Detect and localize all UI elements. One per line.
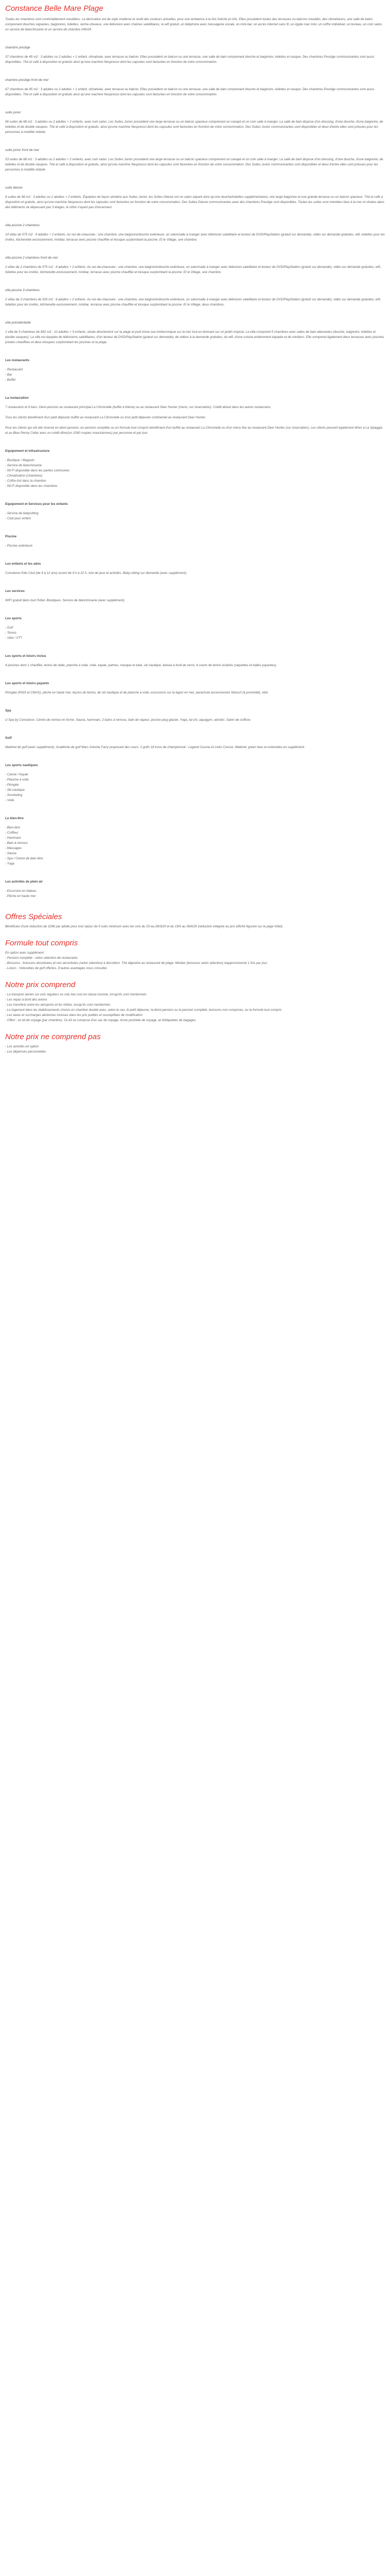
offres-section [5,912,386,929]
list-item: - Coiffeur [5,831,19,835]
section-heading: Les sports nautiques [5,764,38,767]
notre-prix-heading: Notre prix comprend [5,980,75,989]
room-section [5,78,386,97]
room-heading: villa présidentielle [5,321,31,325]
list-item: - Le transport aérien sur vols réguliers ou vols low cost en classe touriste, lorsqu'ils sont mentionnés [5,993,146,996]
list-item: - Planche à voile [5,778,29,782]
services-text: WIFI gratuit dans tout l'hôtel. Boutiques. Service de blanchisserie (avec supplément). [5,599,125,602]
section-heading: Les sports [5,617,22,620]
intro-text: Toutes les chambres sont confortablement meublées. La décoration est de style moderne et revêt des couleurs actuelles, pour une ambiance à la fois fraîche et chic. Elles possèdent toutes des terrasses ou balcons meublés, des climatiseurs, une salle de bains comprenant douches séparées, baignoires, toilettes, sèche-cheveux, une télévision avec chaînes satellitaires, le wifi gratuit, un téléphone avec messagerie vocale, un mini-bar, un accès internet sans fil, un Apple mac mini, un coffre individuel, un bureau, un coin salon, un service de blanchisserie et un service de chambre 24h/24. [5,18,383,31]
room-heading: suite junior front de mer [5,148,40,152]
room-description: 37 chambres de 45 m2 : 3 adultes ou 2 adultes + 1 enfant, climatisée, avec terrasse ou balcon. Elles possèdent un balcon ou une terrasse, une salle de bain comprenant douche et baignoire, toilettes et vasque. Des chambres Prestige communicantes sont aussi disponibles. Thé et café à disposition et gratuits ainsi qu'une machine Nespresso dont les capsules sont facturées en fonction de votre consommation. [5,55,374,64]
offres-text: Bénéficiez d'une réduction de 100€ par adulte pour tout séjour de 5 nuits minimum avec les vols du 15-au-28/3/20 et du 19/5 au 26/6/20 (réduction intégrée au prix affiché figurant sur la page hôtel). [5,925,284,928]
list-item: - Vélo / VTT [5,636,23,640]
section-heading: Equipement et infrastructure [5,449,50,453]
list-item: - Pêche en haute mer [5,894,36,898]
list-item: - Wi-Fi disponible dans les chambres [5,484,58,488]
list-item: - Les taxes et surcharges aériennes incluses dans les prix publiés et susceptibles de modification [5,1013,143,1017]
restaurants-list [5,367,386,383]
list-item: - Yoga [5,862,14,866]
list-item: - Golf [5,626,13,630]
ne-comprend-list [5,1044,386,1055]
section-heading: Les enfants et les ados [5,562,41,566]
restauration-text: Pour les clients qui ont été réservé en demi-pension, en pension complète ou en formule tout compris bénéficient d'un buffet au restaurant La Citronnelle ou d'un menu fixe au restaurant Deer Hunter (sur réservation). Les clients peuvent également dîner à La Spiaggia et au Blue Penny Cellar avec un crédit dîner(un 1090 roupies mauriciennes) par personne et par jour. [5,426,383,435]
list-item: - Boutique / Magasin [5,459,35,462]
list-item: - Les transferts entre les aéroports et les hôtels, lorsqu'ils sont mentionnés [5,1003,110,1007]
offres-heading: Offres Spéciales [5,912,62,921]
room-description: 2 villas de 3 chambres de 525 m2 : 4 adultes + 2 enfants. Au rez-de-chaussée : une chambre, une baignoire/douche extérieure, un salon/salle à manger avec télévision satellitaire et lecteur de DVD/PlayStation (gratuit sur demande), vidéo sur demande gratuites, wifi, toilettes pour les invités, kitchenette exclusivement, minibar, terrasse avec piscine chauffée et kiosque surplombant la piscine. Et le Village, deux chambres. [5,298,381,307]
room-description: 53 suites de 68 m2 : 3 adultes ou 2 adultes + 2 enfants, avec coin salon. Les Suites Junior possèdent une large terrasse ou un balcon spacieux comprenant un canapé et un coin salle à manger. La salle de bain dispose d'un dressing, d'une douche, d'une baignoire, de toilettes et de double vasques. Thé et café à disposition et gratuits, ainsi qu'une machine Nespresso dont les capsules sont facturées en fonction de votre consommation. Des Suites Junior communicantes sont disponibles et deux d'entre elles sont prévues pour les personnes à mobilité réduite. [5,158,383,172]
list-item: - Pension complète : selon sélection de restaurants. [5,956,79,960]
room-heading: chambre prestige front de mer [5,78,49,82]
list-item: - Piscine extérieure [5,544,32,548]
room-section [5,321,386,345]
list-item: - Tennis [5,631,17,635]
piscine-section [5,535,386,549]
room-description: 1 villa de 5 chambres de 852 m2 : 10 adultes + 5 enfants, située directement sur la plage et jouit d'une vue ininterrompue sur la mer tout en donnant sur un jardin tropical. La villa comprend 5 chambres avec salles de bain attenantes (douche, baignoire, toilettes et double vasques). La villa est équipée de télévisions satellitaires, d'un lecteur de DVD/PlayStation (gratuit sur demande), de vidéos à la demande gratuites, du wifi, d'une cuisine entièrement équipée et de minibars. Elle comprend également deux terrasses avec piscines privées chauffées et deux kiosques surplombant les piscines et la plage. [5,330,384,344]
piscine-list [5,544,386,549]
activites-section [5,880,386,899]
list-item: - Voile [5,799,14,802]
room-heading: suite junior [5,111,21,114]
list-item: - Climatisation (chambres) [5,474,43,478]
list-item: - Les repas à bord des avions [5,998,47,1002]
list-item: - Bain à remous [5,841,28,845]
room-heading: villa piscine 3 chambres [5,289,40,292]
sports-nautiques-list [5,772,386,803]
page-title: Constance Belle Mare Plage [5,4,104,13]
list-item: - Boissons : boissons alcoolisées et non alcoolisées (selon sélection) à discrétion. Thé digestive au restaurant de plage. Minibar (boissons selon sélection) réapprovisionné 1 fois par jour. [5,961,268,965]
sports-payants-section [5,682,386,696]
list-item: - Bar [5,373,12,377]
list-item: - Loisirs : Voiturettes de golf offertes. D'autres avantages nous consulter. [5,967,108,970]
list-item: - Plongée [5,783,19,787]
formule-section [5,939,386,971]
room-description: 14 villas de 575 m2 : 4 adultes + 2 enfants. Au rez-de-chaussée : une chambre, une baignoire/douche extérieure, un salon/salle à manger avec télévision satellitaire et lecteur de DVD/PlayStation (gratuit sur demande), vidéo sur demande gratuites, wifi, toilettes pour les invités, kitchenette exclusivement, minibar, terrasse avec piscine chauffée et kiosque surplombant la piscine. Et le Village, une chambre. [5,233,385,242]
sports-list [5,625,386,641]
notre-prix-list [5,992,386,1023]
section-heading: Les sports et loisirs inclus [5,654,46,658]
room-section [5,46,386,65]
list-item: - Excursion en bateau [5,889,37,893]
sports-loisirs-text: 4 piscines dont 1 chauffée, tennis de table, planche à voile, voile, kayak, palmes, masque et tuba, ski nautique, kelsea à fond de verre, 4 courts de tennis éclairés (raquettes et balles payantes). [5,664,277,667]
section-heading: Golf [5,736,12,740]
room-description: 2 villas de 2 chambres de 575 m2 : 4 adultes + 2 enfants. Au rez-de-chaussée : une chambre, une baignoire/douche extérieure, un salon/salle à manger avec télévision satellitaire et lecteur de DVD/PlayStation (gratuit sur demande), vidéo sur demande gratuites, wifi, toilettes pour les invités, kitchenette exclusivement, minibar, terrasse avec piscine chauffée et kiosque surplombant la piscine. Et le Village, une chambre. [5,265,381,274]
services-section [5,589,386,603]
section-heading: Equipement et Services pour les enfants [5,502,68,506]
room-description: 96 suites de 68 m2 : 3 adultes ou 2 adultes + 2 enfants, avec coin salon. Les Suites Junior possèdent une large terrasse ou un balcon spacieux comprenant un canapé et un coin salle à manger. La salle de bain dispose d'un dressing, d'une douche, d'une baignoire, de toilettes et de double vasques. Thé et café à disposition et gratuits, ainsi qu'une machine Nespresso dont les capsules sont facturées en fonction de votre consommation. Des Suites Junior communicantes sont disponibles et deux d'entre elles sont prévues pour les personnes à mobilité réduite. [5,120,383,134]
sports-payants-text: Plongée (PADI et CMAS), pêche en haute mer, leçons de tennis, de ski nautique et de planche à voile, excursions sur la lagon en mer, parachute ascensionnel, kitesurf (à proximité), vélo. [5,691,269,694]
intro-section [5,17,386,32]
activites-list [5,889,386,899]
equipement-section [5,449,386,489]
room-heading: suite deluxe [5,186,23,190]
list-item: - Hammam [5,836,21,840]
equip-services-list [5,511,386,521]
list-item: - Offert : un kit de voyage (par chambre). Ce kit se compose d'un sac de voyage, d'une pochette de voyage, et d'étiquettes de bagages. [5,1019,197,1022]
golf-section [5,736,386,750]
section-heading: Les activités de plein air [5,880,43,884]
list-item: - Service de babysitting [5,512,39,515]
restauration-text: 7 restaurants et 6 bars. Demi-pension au restaurant principal La Citronnelle (buffet à thème) ou au restaurant Deer Hunter (menu, sur réservation). Crédit alloué dans les autres restaurants. [5,405,271,409]
room-section [5,186,386,210]
room-section [5,289,386,308]
restauration-text: Tous les clients bénéficient d'un petit déjeuner buffet au restaurant La Citronnelle ou d'un petit déjeuner continental au restaurant Deer Hunter. [5,416,206,419]
list-item: - Les dépenses personnelles [5,1050,46,1054]
list-item: - Sauna [5,852,17,855]
list-item: - Les activités en option [5,1045,39,1048]
sports-section [5,617,386,641]
room-section [5,256,386,275]
restauration-section [5,396,386,436]
section-heading: Les sports et loisirs payants [5,682,50,685]
room-description: 6 suites de 96 m2 : 3 adultes ou 2 adultes + 2 enfants. Équipées de façon similaire aux Suites Junior, les Suites Deluxe ont un salon séparé ainsi qu'une douche/toilettes supplémentaires, une large baignoire et une grande terrasse ou un balcon spacieux. Thé et café à disposition et gratuits, ainsi qu'une machine Nespresso dont les capsules sont facturées en fonction de votre consommation. Des Suites Deluxe communicantes avec des chambres Prestige sont disponibles. Toutes les suites sont orientées face à la mer et situées dans des bâtiments ne dépassant pas 3 étages, le nôtre n'ayant pas d'ascenseur. [5,195,384,209]
room-section [5,111,386,135]
list-item: - Le logement dans les établissements choisis en chambre double avec, selon le cas, le petit déjeuner, la demi-pension ou la pension complète, boissons non comprises, ou la formule tout compris [5,1008,282,1012]
room-heading: chambre prestige [5,46,30,49]
section-heading: Le bien-être [5,817,24,820]
ne-comprend-heading: Notre prix ne comprend pas [5,1032,101,1041]
list-item: - Spa / Centre de bien-être [5,857,43,860]
sports-loisirs-section [5,654,386,668]
list-item: - Bien-être [5,826,20,829]
list-item: - Ski nautique [5,788,25,792]
list-item: - Buffet [5,378,15,382]
list-item: - Coffre-fort dans la chambre [5,479,46,483]
section-heading: Spa [5,709,11,713]
notre-prix-section [5,980,386,1023]
list-item: - Massages [5,846,22,850]
formule-list [5,951,386,971]
list-item: - Canoë / Kayak [5,773,28,776]
list-item: - Service de blanchisserie [5,464,42,467]
enfants-section [5,562,386,576]
room-heading: villa piscine 2 chambres front de mer [5,256,58,260]
spa-section [5,709,386,723]
page [0,0,391,1069]
ne-comprend-section [5,1032,386,1055]
section-heading: Les services [5,589,25,593]
list-item: En option avec supplément : [5,951,46,955]
golf-text: Matériel de golf (avec supplément). Académie de golf Marc-Antoine Farry proposant des cours. 2 golfs 18 trous de championnat : Legend Course et Links Course. Matériel, green fees et voiturettes en supplément. [5,745,305,749]
section-heading: Piscine [5,535,17,538]
room-section [5,224,386,243]
list-item: - Snorkeling [5,793,23,797]
rooms-list [5,46,386,345]
room-heading: villa piscine 2 chambres [5,224,40,227]
section-heading: Les restaurants [5,359,29,362]
equipement-list [5,458,386,489]
formule-heading: Formule tout compris [5,939,78,947]
enfants-text: Constance Kids Club (de 4 à 12 ans) ouvert de 9 h à 22 h. Aire de jeux et activités. Baby-sitting sur demande (avec supplément). [5,571,187,575]
list-item: - Wi-Fi disponible dans les parties communes [5,469,70,472]
sports-nautiques-section [5,764,386,803]
spa-text: U Spa by Constance. Centre de remise en forme. Sauna, hammam, 2 bains à remous, bain de vapeur, piscine plug glacée. Yoga, tai-chi, aquagym, aérobic. Salon de coiffure. [5,718,251,722]
bien-etre-list [5,825,386,867]
room-section [5,148,386,173]
equip-services-section [5,502,386,521]
section-heading: La restauration [5,396,29,400]
room-description: 67 chambres de 45 m2 : 3 adultes ou 2 adultes + 1 enfant, climatisée, avec terrasse ou balcon. Elles possèdent un balcon ou une terrasse, une salle de bain comprenant douche et baignoire, toilettes et vasque. Des chambres Prestige communicantes sont aussi disponibles. Thé et café à disposition et gratuits ainsi qu'une machine Nespresso dont les capsules sont facturées en fonction de votre consommation. [5,88,374,96]
list-item: - Club pour enfant [5,517,31,520]
bien-etre-section [5,817,386,867]
list-item: - Restaurant [5,368,23,371]
restaurants-section [5,359,386,383]
